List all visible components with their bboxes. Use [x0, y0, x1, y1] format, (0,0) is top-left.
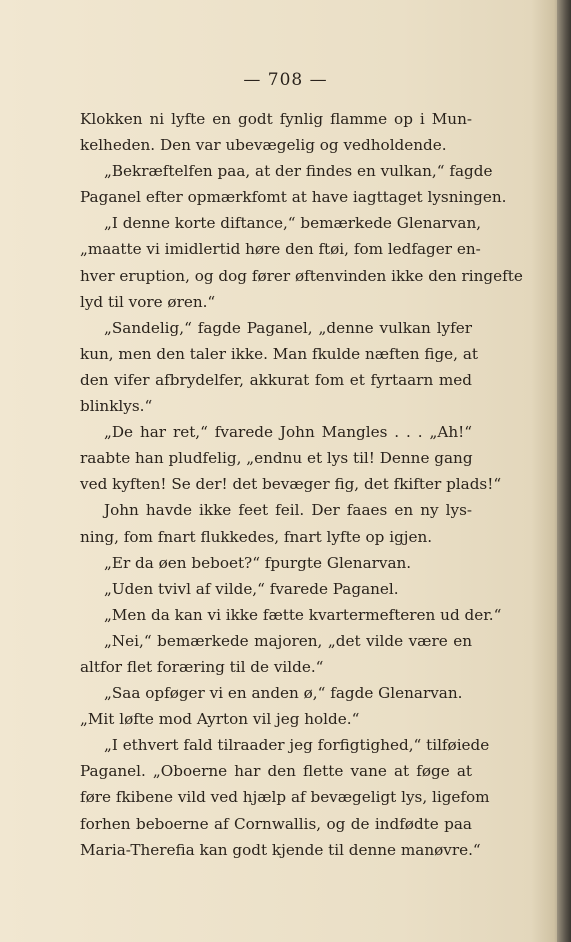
text-line: „maatte vi imidlertid høre den ftøi, fom ledfager en-	[80, 240, 481, 259]
page-number: — 708 —	[243, 70, 328, 90]
text-line: „I ethvert fald tilraader jeg forfigtighed,“ tilføiede	[104, 736, 490, 755]
text-line: ved kyften! Se der! det bevæger fig, det fkifter plads!“	[80, 475, 502, 494]
text-line: „I denne korte diftance,“ bemærkede Glenarvan,	[104, 214, 482, 233]
text-line: „Bekræftelfen paa, at der findes en vulkan,“ fagde	[104, 162, 493, 181]
text-line: „Uden tvivl af vilde,“ fvarede Paganel.	[104, 579, 399, 598]
text-line: „De har ret,“ fvarede John Mangles . . . „Ah!“	[104, 423, 472, 442]
text-line: kelheden. Den var ubevægelig og vedholdende.	[80, 136, 447, 155]
text-line: den vifer afbrydelfer, akkurat fom et fyrtaarn med	[80, 370, 472, 389]
text-line: „Sandelig,“ fagde Paganel, „denne vulkan lyfer	[104, 318, 472, 337]
text-line: altfor flet foræring til de vilde.“	[80, 657, 324, 676]
text-line: Paganel. „Oboerne har den flette vane at føge at	[80, 762, 472, 781]
body-text	[80, 106, 523, 863]
book-spine-shadow	[557, 0, 571, 942]
text-line: lyd til vore øren.“	[80, 292, 216, 311]
text-line: Paganel efter opmærkfomt at have iagttaget lysningen.	[80, 188, 507, 207]
text-line: „Nei,“ bemærkede majoren, „det vilde være en	[104, 631, 472, 650]
text-line: ning, fom fnart flukkedes, fnart lyfte op igjen.	[80, 527, 433, 546]
text-line: „Er da øen beboet?“ fpurgte Glenarvan.	[104, 553, 412, 572]
text-line: Klokken ni lyfte en godt fynlig flamme op i Mun-	[80, 110, 472, 128]
text-line: „Saa opføger vi en anden ø,“ fagde Glenarvan.	[104, 684, 463, 703]
text-line: kun, men den taler ikke. Man fkulde næften fige, at	[80, 344, 478, 363]
text-line: blinklys.“	[80, 397, 153, 416]
text-line: Maria-Therefia kan godt kjende til denne manøvre.“	[80, 840, 481, 859]
text-line: hver eruption, og dog fører øftenvinden ikke den ringefte	[80, 266, 523, 285]
text-line: John havde ikke feet feil. Der faaes en ny lys-	[104, 501, 472, 520]
text-line: „Men da kan vi ikke fætte kvartermefteren ud der.“	[104, 605, 502, 624]
text-line: føre fkibene vild ved hjælp af bevægeligt lys, ligefom	[80, 788, 490, 807]
text-line: „Mit løfte mod Ayrton vil jeg holde.“	[80, 710, 360, 729]
text-line: raabte han pludfelig, „endnu et lys til! Denne gang	[80, 449, 473, 468]
text-line: forhen beboerne af Cornwallis, og de indfødte paa	[80, 814, 472, 833]
